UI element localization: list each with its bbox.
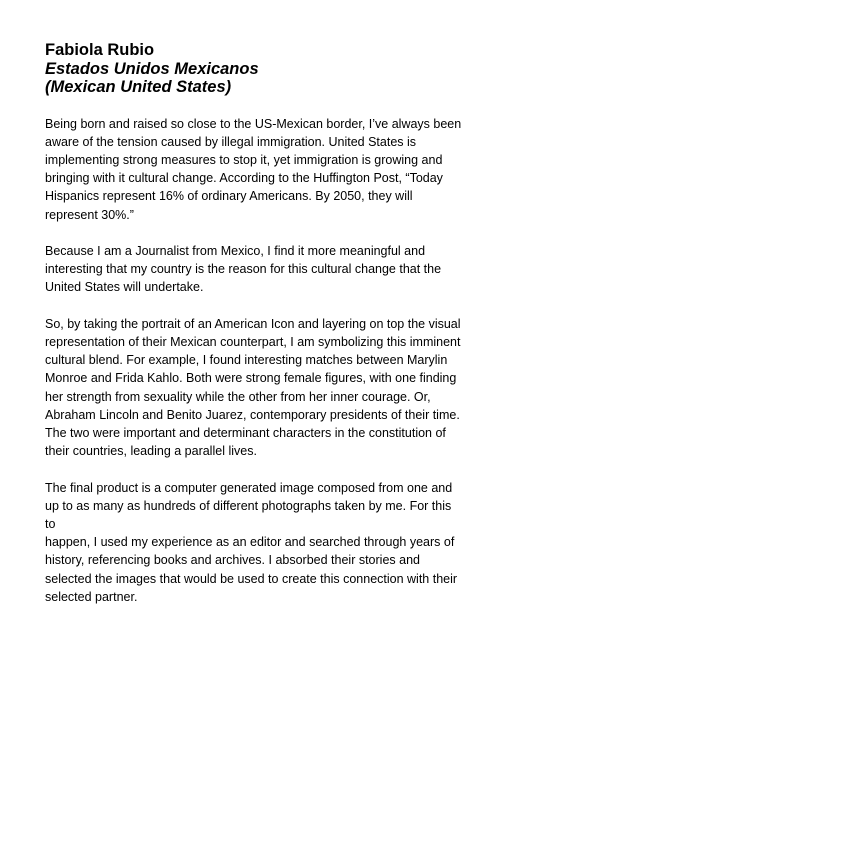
text-line: Hispanics represent 16% of ordinary Americans. By 2050, they will	[45, 189, 413, 204]
text-line: bringing with it cultural change. According to the Huffington Post, “Today	[45, 171, 443, 186]
paragraph-3	[45, 315, 465, 461]
paragraph-1	[45, 115, 465, 224]
text-line: United States will undertake.	[45, 280, 204, 295]
artwork-subtitle: (Mexican United States)	[45, 78, 232, 96]
text-line: Because I am a Journalist from Mexico, I find it more meaningful and	[45, 243, 426, 258]
text-line: selected the images that would be used to create this connection with their	[45, 571, 458, 586]
text-line: their countries, leading a parallel lives.	[45, 444, 257, 459]
text-line: selected partner.	[45, 589, 138, 604]
text-line: interesting that my country is the reason for this cultural change that the	[45, 262, 442, 277]
text-line: representation of their Mexican counterpart, I am symbolizing this imminent	[45, 334, 461, 349]
paragraph-2	[45, 242, 465, 297]
text-line: aware of the tension caused by illegal immigration. United States is	[45, 134, 417, 149]
text-line: Abraham Lincoln and Benito Juarez, contemporary presidents of their time.	[45, 407, 460, 422]
text-line: So, by taking the portrait of an American Icon and layering on top the visual	[45, 316, 461, 331]
text-line: up to as many as hundreds of different photographs taken by me. For this to	[45, 498, 452, 531]
text-line: implementing strong measures to stop it, yet immigration is growing and	[45, 152, 443, 167]
artist-statement	[45, 41, 465, 624]
text-line: Monroe and Frida Kahlo. Both were strong female figures, with one finding	[45, 371, 457, 386]
text-line: history, referencing books and archives. I absorbed their stories and	[45, 553, 420, 568]
text-line: The two were important and determinant characters in the constitution of	[45, 425, 446, 440]
text-line: happen, I used my experience as an editor and searched through years of	[45, 535, 455, 550]
text-line: The final product is a computer generated image composed from one and	[45, 480, 453, 495]
paragraph-4	[45, 479, 465, 606]
text-line: her strength from sexuality while the other from her inner courage. Or,	[45, 389, 431, 404]
text-line: represent 30%.”	[45, 207, 134, 222]
text-line: cultural blend. For example, I found interesting matches between Marylin	[45, 353, 448, 368]
artwork-title: Estados Unidos Mexicanos	[45, 59, 259, 78]
text-line: Being born and raised so close to the US-Mexican border, I’ve always been	[45, 116, 462, 131]
statement-header	[45, 41, 465, 97]
artist-name: Fabiola Rubio	[45, 41, 155, 59]
